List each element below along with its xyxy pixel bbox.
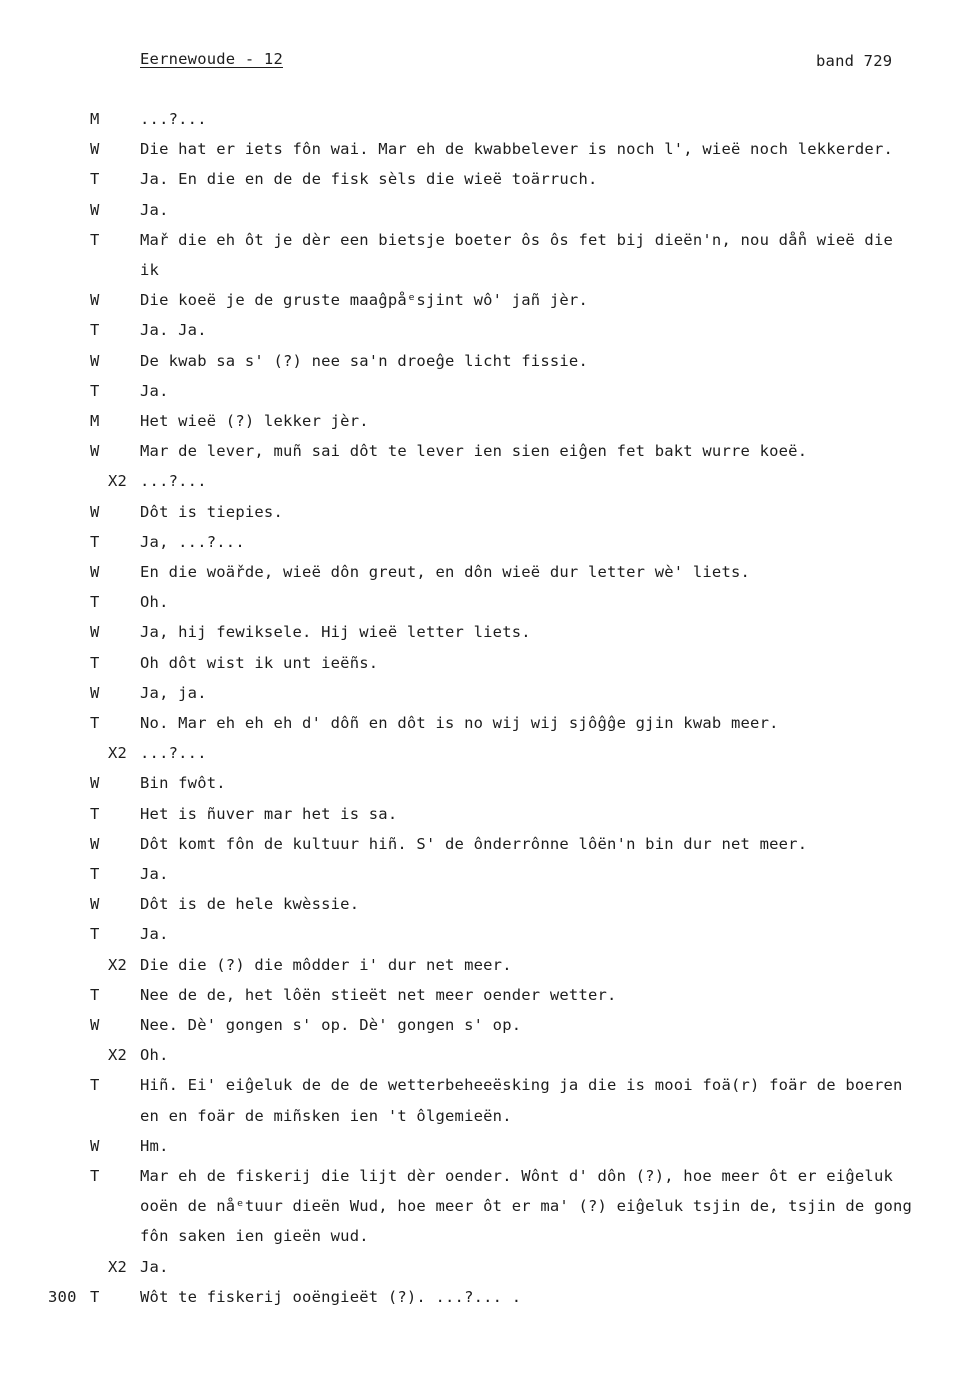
utterance-text: Oh. [140, 1046, 169, 1064]
transcript-line [0, 835, 973, 857]
transcript-line [0, 623, 973, 645]
speaker-label: X2 [108, 1046, 128, 1064]
utterance-text: Ja. [140, 925, 169, 943]
speaker-label: W [90, 201, 100, 219]
utterance-text: Hm. [140, 1137, 169, 1155]
speaker-label: T [90, 986, 100, 1004]
speaker-label: W [90, 835, 100, 853]
speaker-label: T [90, 593, 100, 611]
utterance-text: Nee. Dè' gongen s' op. Dè' gongen s' op. [140, 1016, 522, 1034]
utterance-text: Die koeë je de gruste maaĝpåᵉsjint wô' jañ jèr. [140, 291, 588, 309]
utterance-text: Ja, hij fewiksele. Hij wieë letter liets. [140, 623, 531, 641]
utterance-text: ...?... [140, 744, 207, 762]
utterance-text: Hiñ. Ei' eiĝeluk de de de wetterbeheeësking ja die is mooi foä(r) foär de boeren [140, 1076, 903, 1094]
transcript-line [0, 352, 973, 374]
speaker-label: T [90, 865, 100, 883]
transcript-line [0, 895, 973, 917]
speaker-label: W [90, 442, 100, 460]
transcript-line [0, 472, 973, 494]
transcript-line [0, 291, 973, 313]
speaker-label: X2 [108, 1258, 128, 1276]
speaker-label: T [90, 170, 100, 188]
utterance-text: Ja. Ja. [140, 321, 207, 339]
speaker-label: T [90, 805, 100, 823]
transcript-line [0, 956, 973, 978]
transcript-line [0, 744, 973, 766]
utterance-text: fôn saken ien gieën wud. [140, 1227, 369, 1245]
transcript-line [0, 925, 973, 947]
speaker-label: W [90, 352, 100, 370]
utterance-text: Ja. [140, 201, 169, 219]
transcript-line [0, 412, 973, 434]
transcript-line [0, 1076, 973, 1098]
speaker-label: T [90, 925, 100, 943]
speaker-label: W [90, 684, 100, 702]
utterance-text: Mar eh de fiskerij die lijt dèr oender. Wônt d' dôn (?), hoe meer ôt er eiĝeluk [140, 1167, 894, 1185]
utterance-text: en en foär de miñsken ien 't ôlgemieën. [140, 1107, 512, 1125]
transcript-line [0, 805, 973, 827]
transcript-line [0, 110, 973, 132]
utterance-text: Mar de lever, muñ sai dôt te lever ien sien eiĝen fet bakt wurre koeë. [140, 442, 808, 460]
transcript-line [0, 382, 973, 404]
utterance-text: Het wieë (?) lekker jèr. [140, 412, 369, 430]
transcript-line [0, 170, 973, 192]
speaker-label: T [90, 382, 100, 400]
utterance-text: Oh. [140, 593, 169, 611]
transcript-line [0, 865, 973, 887]
utterance-text: ...?... [140, 110, 207, 128]
transcript-line [0, 986, 973, 1008]
transcript-line [0, 442, 973, 464]
utterance-text: No. Mar eh eh eh d' dôñ en dôt is no wij wij sjôĝĝe gjin kwab meer. [140, 714, 779, 732]
transcript-line [0, 1258, 973, 1280]
utterance-text: Ja. [140, 1258, 169, 1276]
transcript-line [0, 563, 973, 585]
transcript-line [0, 654, 973, 676]
speaker-label: W [90, 563, 100, 581]
utterance-text: Ja, ...?... [140, 533, 245, 551]
utterance-text: Dôt komt fôn de kultuur hiñ. S' de ônderrônne lôën'n bin dur net meer. [140, 835, 808, 853]
speaker-label: W [90, 503, 100, 521]
utterance-text: Oh dôt wist ik unt ieëñs. [140, 654, 379, 672]
speaker-label: W [90, 895, 100, 913]
line-number: 300 [48, 1288, 77, 1306]
utterance-text: Het is ñuver mar het is sa. [140, 805, 398, 823]
utterance-text: Ja. [140, 865, 169, 883]
speaker-label: T [90, 1167, 100, 1185]
utterance-text: Wôt te fiskerij ooëngieët (?). ...?... . [140, 1288, 522, 1306]
transcript-line [0, 1197, 973, 1219]
transcript-line [0, 684, 973, 706]
utterance-text: Ja. En die en de de fisk sèls die wieë toärruch. [140, 170, 598, 188]
transcript-line [0, 533, 973, 555]
speaker-label: T [90, 1076, 100, 1094]
speaker-label: W [90, 774, 100, 792]
utterance-text: ...?... [140, 472, 207, 490]
speaker-label: M [90, 110, 100, 128]
transcript-line [0, 1137, 973, 1159]
utterance-text: Die hat er iets fôn wai. Mar eh de kwabbelever is noch l', wieë noch lekkerder. [140, 140, 894, 158]
speaker-label: W [90, 623, 100, 641]
speaker-label: W [90, 1137, 100, 1155]
speaker-label: X2 [108, 956, 128, 974]
speaker-label: T [90, 231, 100, 249]
utterance-text: Bin fwôt. [140, 774, 226, 792]
transcript-line [0, 1016, 973, 1038]
speaker-label: T [90, 714, 100, 732]
transcript-line [0, 261, 973, 283]
utterance-text: ik [140, 261, 160, 279]
speaker-label: W [90, 291, 100, 309]
utterance-text: Nee de de, het lôën stieët net meer oender wetter. [140, 986, 617, 1004]
speaker-label: W [90, 140, 100, 158]
transcript-line [0, 593, 973, 615]
transcript-line [0, 1107, 973, 1129]
band-number: band 729 [816, 52, 893, 70]
speaker-label: W [90, 1016, 100, 1034]
speaker-label: X2 [108, 472, 128, 490]
speaker-label: T [90, 321, 100, 339]
utterance-text: Dôt is de hele kwèssie. [140, 895, 360, 913]
transcript-line [0, 774, 973, 796]
utterance-text: Ja, ja. [140, 684, 207, 702]
speaker-label: T [90, 654, 100, 672]
transcript-line [0, 1227, 973, 1249]
transcript-line [0, 714, 973, 736]
transcript-line [0, 231, 973, 253]
utterance-text: ooën de nåᵉtuur dieën Wud, hoe meer ôt er ma' (?) eiĝeluk tsjin de, tsjin de gong [140, 1197, 913, 1215]
utterance-text: Mař die eh ôt je dèr een bietsje boeter ôs ôs fet bij dieën'n, nou då̊n wieë die [140, 231, 894, 249]
transcript-line [0, 201, 973, 223]
utterance-text: Dôt is tiepies. [140, 503, 283, 521]
transcript-line [0, 503, 973, 525]
page-title: Eernewoude - 12 [140, 50, 283, 68]
speaker-label: X2 [108, 744, 128, 762]
utterance-text: De kwab sa s' (?) nee sa'n droeĝe licht fissie. [140, 352, 588, 370]
utterance-text: Ja. [140, 382, 169, 400]
transcript-line [0, 1046, 973, 1068]
speaker-label: M [90, 412, 100, 430]
transcript-line [0, 1288, 973, 1310]
transcript-line [0, 140, 973, 162]
speaker-label: T [90, 533, 100, 551]
utterance-text: En die woäřde, wieë dôn greut, en dôn wieë dur letter wè' liets. [140, 563, 751, 581]
transcript-line [0, 321, 973, 343]
transcript-line [0, 1167, 973, 1189]
speaker-label: T [90, 1288, 100, 1306]
utterance-text: Die die (?) die môdder i' dur net meer. [140, 956, 512, 974]
